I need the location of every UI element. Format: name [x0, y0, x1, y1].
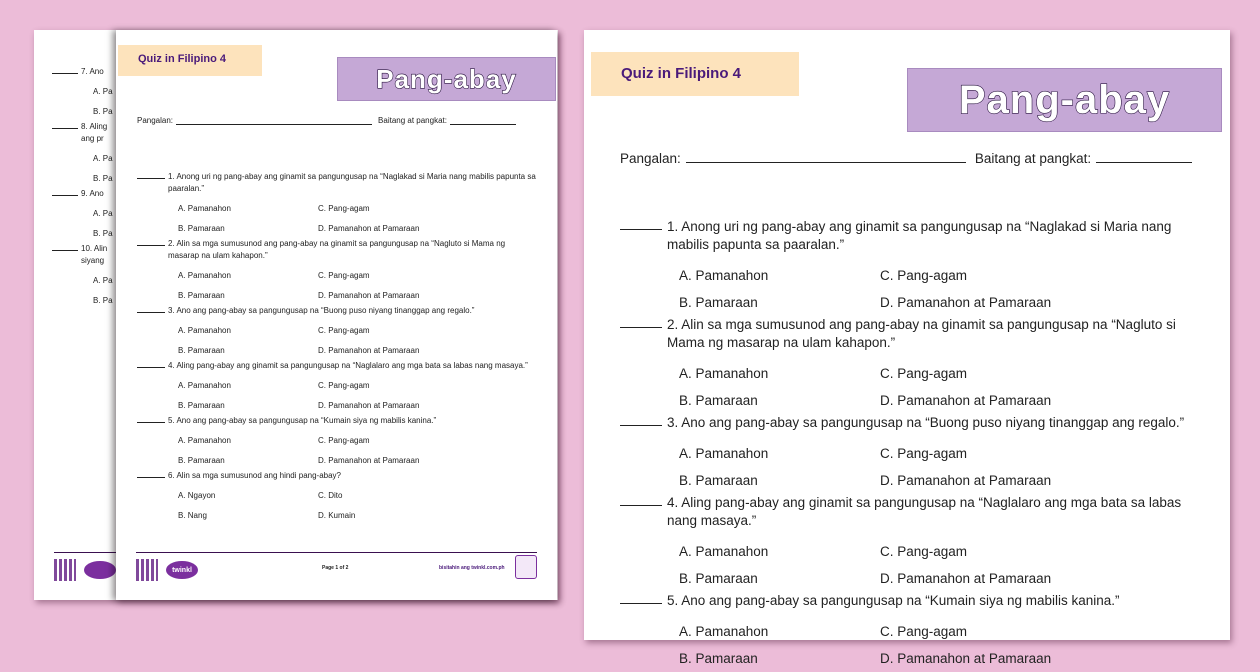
option: A. Pamanahon: [178, 436, 231, 445]
option: B. Pamaraan: [178, 400, 225, 410]
option-row: [137, 396, 537, 416]
page-footer: [136, 552, 537, 592]
option: B. Pamaraan: [178, 290, 225, 300]
option: D. Pamanahon at Pamaraan: [880, 651, 1052, 666]
question-item: [620, 414, 1200, 494]
question-text: 3. Ano ang pang-abay sa pangungusap na “Buong puso niyang tinanggap ang regalo.”: [168, 306, 475, 315]
option: C. Pang-agam: [880, 366, 968, 381]
option: A. Pamanahon: [178, 326, 231, 335]
question-text: 1. Anong uri ng pang-abay ang ginamit sa pangungusap na “Naglakad si Maria nang mabilis papunta sa paaralan.”: [168, 172, 536, 193]
qr-code-icon: [136, 559, 158, 581]
answer-blank[interactable]: [620, 218, 662, 230]
option: B. Pamaraan: [679, 571, 758, 586]
question-text: 8. Aling ang pr: [81, 122, 108, 143]
option: A. Pamanahon: [679, 366, 769, 381]
answer-blank[interactable]: [620, 414, 662, 426]
option-row: [137, 321, 537, 341]
option-row: [137, 341, 537, 361]
option: A. Pa: [93, 87, 113, 96]
question-row: [620, 592, 1200, 610]
option-row: [137, 376, 537, 396]
question-item: [137, 238, 537, 305]
option-row: [137, 286, 537, 306]
option-row: [620, 289, 1200, 316]
question-row: [137, 171, 537, 195]
worksheet-page-1-zoomed: [584, 30, 1230, 666]
question-row: [620, 494, 1200, 530]
option: B. Pamaraan: [178, 345, 225, 355]
option: B. Pamaraan: [679, 295, 758, 310]
twinkl-logo: [84, 561, 116, 579]
option: D. Pamanahon at Pamaraan: [880, 295, 1052, 310]
question-item: [620, 316, 1200, 414]
question-item: [137, 470, 537, 525]
answer-blank[interactable]: [620, 592, 662, 604]
name-field[interactable]: [686, 162, 966, 163]
option: B. Pa: [93, 173, 113, 183]
page-title: Pang-abay: [376, 63, 517, 94]
question-list: [620, 218, 1200, 672]
question-row: [620, 218, 1200, 254]
question-text: 10. Alin siyang: [81, 244, 108, 265]
option: C. Pang-agam: [318, 326, 370, 335]
site-link[interactable]: bisitahin ang twinkl.com.ph: [439, 565, 505, 571]
question-row: [137, 470, 537, 482]
option: A. Pamanahon: [178, 381, 231, 390]
option-row: [137, 431, 537, 451]
title-box: [337, 57, 556, 101]
question-text: 7. Ano: [81, 67, 104, 76]
option: A. Pa: [93, 209, 113, 218]
option: D. Pamanahon at Pamaraan: [318, 455, 420, 465]
option: A. Pamanahon: [178, 271, 231, 280]
qr-code-icon: [54, 559, 76, 581]
name-label: Pangalan:: [137, 116, 174, 125]
answer-blank[interactable]: [620, 316, 662, 328]
question-text: 4. Aling pang-abay ang ginamit sa pangungusap na “Naglalaro ang mga bata sa labas nang masaya.”: [667, 495, 1182, 528]
name-field[interactable]: [176, 124, 372, 125]
option: B. Pamaraan: [178, 455, 225, 465]
title-box: [907, 68, 1222, 132]
option: A. Pamanahon: [178, 204, 231, 213]
option: A. Pa: [93, 154, 113, 163]
option-row: [620, 538, 1200, 565]
question-text: 5. Ano ang pang-abay sa pangungusap na “Kumain siya ng mabilis kanina.”: [168, 416, 437, 425]
option-row: [137, 199, 537, 219]
question-text: 4. Aling pang-abay ang ginamit sa pangungusap na “Naglalaro ang mga bata sa labas nang masaya.”: [168, 361, 528, 370]
question-item: [620, 494, 1200, 592]
option: C. Pang-agam: [318, 204, 370, 213]
option: A. Pamanahon: [679, 624, 769, 639]
option-row: [137, 451, 537, 471]
page-number: Page 1 of 2: [322, 565, 349, 571]
question-row: [137, 305, 537, 317]
quiz-label: Quiz in Filipino 4: [118, 45, 262, 76]
question-item: [137, 305, 537, 360]
option: B. Pamaraan: [178, 223, 225, 233]
name-row: [620, 151, 1192, 166]
question-row: [137, 415, 537, 427]
question-row: [620, 414, 1200, 432]
question-text: 5. Ano ang pang-abay sa pangungusap na “Kumain siya ng mabilis kanina.”: [667, 593, 1120, 608]
twinkl-logo: twinkl: [166, 561, 198, 579]
question-text: 2. Alin sa mga sumusunod ang pang-abay na ginamit sa pangungusap na “Nagluto si Mama ng masarap na ulam kahapon.”: [667, 317, 1176, 350]
grade-label: Baitang at pangkat:: [378, 116, 447, 125]
option: C. Pang-agam: [880, 446, 968, 461]
question-row: [620, 316, 1200, 352]
page-title: Pang-abay: [958, 77, 1171, 122]
option: D. Pamanahon at Pamaraan: [880, 571, 1052, 586]
option: C. Dito: [318, 491, 343, 500]
question-text: 1. Anong uri ng pang-abay ang ginamit sa pangungusap na “Naglakad si Maria nang mabilis papunta sa paaralan.”: [667, 219, 1172, 252]
answer-blank[interactable]: [52, 121, 78, 129]
option: D. Pamanahon at Pamaraan: [880, 393, 1052, 408]
answer-blank[interactable]: [52, 66, 78, 74]
option: B. Pa: [93, 295, 113, 305]
option: D. Kumain: [318, 510, 356, 520]
question-text: 3. Ano ang pang-abay sa pangungusap na “Buong puso niyang tinanggap ang regalo.”: [667, 415, 1185, 430]
answer-blank[interactable]: [52, 188, 78, 196]
option: B. Pamaraan: [679, 651, 758, 666]
option: D. Pamanahon at Pamaraan: [318, 345, 420, 355]
option: B. Nang: [178, 510, 207, 520]
name-label: Pangalan:: [620, 151, 681, 166]
question-item: [137, 415, 537, 470]
option-row: [620, 645, 1200, 672]
answer-blank[interactable]: [137, 360, 165, 368]
option-row: [620, 262, 1200, 289]
option-row: [620, 467, 1200, 494]
badge-icon: [515, 555, 537, 579]
option: C. Pang-agam: [318, 436, 370, 445]
option: A. Pamanahon: [679, 446, 769, 461]
option-row: [620, 360, 1200, 387]
grade-label: Baitang at pangkat:: [974, 151, 1092, 166]
option-row: [620, 440, 1200, 467]
question-text: 9. Ano: [81, 189, 104, 198]
grade-field[interactable]: [450, 124, 516, 125]
answer-blank[interactable]: [137, 171, 165, 179]
question-list: [137, 171, 537, 525]
option: C. Pang-agam: [318, 271, 370, 280]
quiz-label: Quiz in Filipino 4: [591, 52, 799, 96]
option: C. Pang-agam: [880, 268, 968, 283]
option-row: [620, 618, 1200, 645]
question-item: [620, 218, 1200, 316]
answer-blank[interactable]: [620, 494, 662, 506]
answer-blank[interactable]: [137, 415, 165, 423]
option: B. Pamaraan: [679, 473, 758, 488]
option: B. Pa: [93, 106, 113, 116]
option: B. Pa: [93, 228, 113, 238]
option: B. Pamaraan: [679, 393, 758, 408]
question-row: [137, 238, 537, 262]
name-row: [137, 116, 516, 125]
question-text: 6. Alin sa mga sumusunod ang hindi pang-abay?: [168, 471, 342, 480]
question-item: [620, 592, 1200, 672]
option: A. Pamanahon: [679, 544, 769, 559]
option-row: [137, 486, 537, 506]
option: D. Pamanahon at Pamaraan: [318, 290, 420, 300]
option-row: [137, 266, 537, 286]
worksheet-page-1-preview: [116, 30, 557, 600]
option-row: [137, 506, 537, 526]
grade-field[interactable]: [1096, 162, 1192, 163]
question-item: [137, 171, 537, 238]
option: D. Pamanahon at Pamaraan: [318, 223, 420, 233]
question-text: 2. Alin sa mga sumusunod ang pang-abay na ginamit sa pangungusap na “Nagluto si Mama ng masarap na ulam kahapon.”: [168, 239, 506, 260]
answer-blank[interactable]: [137, 305, 165, 313]
option: C. Pang-agam: [318, 381, 370, 390]
question-row: [137, 360, 537, 372]
answer-blank[interactable]: [52, 243, 78, 251]
option: C. Pang-agam: [880, 544, 968, 559]
option: A. Pa: [93, 276, 113, 285]
option: A. Pamanahon: [679, 268, 769, 283]
option-row: [137, 219, 537, 239]
option: C. Pang-agam: [880, 624, 968, 639]
option-row: [620, 565, 1200, 592]
answer-blank[interactable]: [137, 238, 165, 246]
answer-blank[interactable]: [137, 470, 165, 478]
option: D. Pamanahon at Pamaraan: [880, 473, 1052, 488]
question-item: [137, 360, 537, 415]
option: A. Ngayon: [178, 491, 216, 500]
option-row: [620, 387, 1200, 414]
option: D. Pamanahon at Pamaraan: [318, 400, 420, 410]
